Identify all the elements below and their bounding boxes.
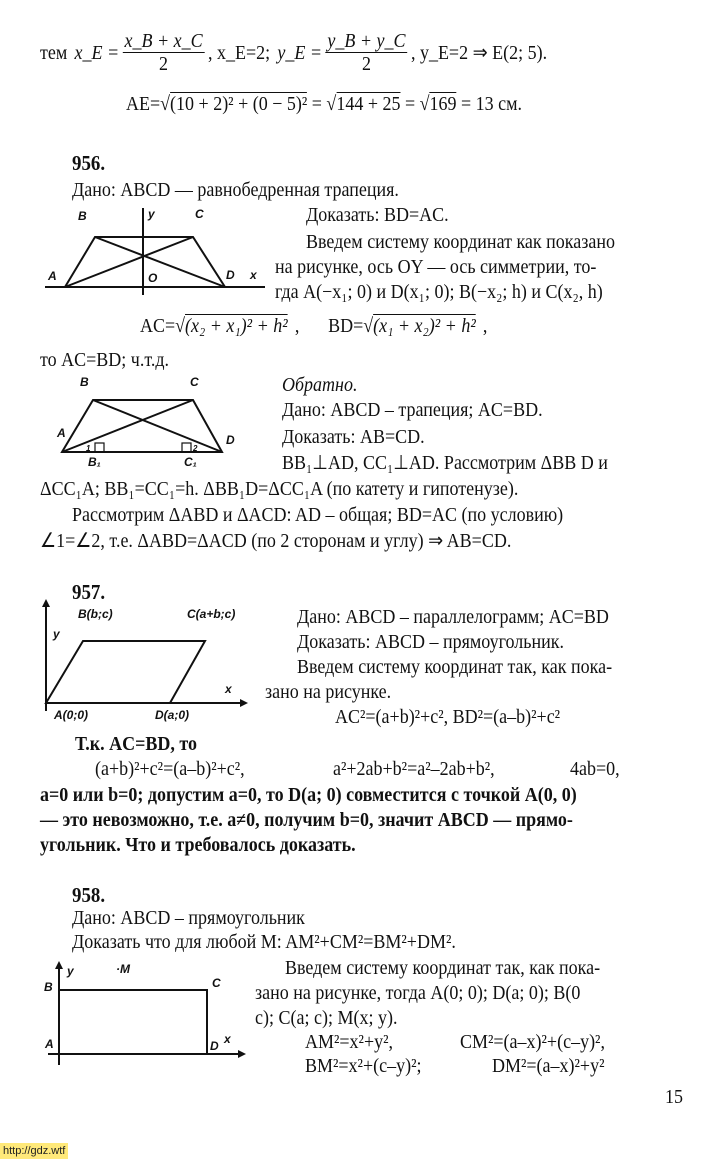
text-line: Т.к. AC=BD, то <box>75 733 197 755</box>
formula: CM²=(a–x)²+(c–y)², <box>460 1031 605 1053</box>
radicand: (10 + 2)² + (0 − 5)² <box>170 93 308 115</box>
label: C <box>212 976 221 990</box>
label: A <box>57 426 66 440</box>
formula-part: , <box>294 314 300 337</box>
text-line: Дано: ABCD – трапеция; AC=BD. <box>282 399 543 421</box>
label: A(0;0) <box>54 708 89 722</box>
formula: BM²=x²+(c–y)²; <box>305 1055 422 1077</box>
radicand: (x₂ + x₁)² + h² <box>185 315 288 337</box>
y-arrow-icon <box>42 599 50 607</box>
text-line: — это невозможно, т.е. a≠0, получим b=0, значит ABCD — прямо- <box>40 809 573 831</box>
text-line: на рисунке, ось OY — ось симметрии, то- <box>275 256 597 278</box>
label: y <box>148 207 155 221</box>
text-line: ∠1=∠2, т.е. ΔABD=ΔACD (по 2 сторонам и углу) ⇒ AB=CD. <box>40 530 512 552</box>
radicand: (x₁ + x₂)² + h² <box>373 315 476 337</box>
text-line: Рассмотрим ΔABD и ΔACD: AD – общая; BD=AC (по условию) <box>72 504 564 526</box>
formula: AM²=x²+y², <box>305 1031 394 1053</box>
text-line: c); C(a; c); M(x; y). <box>255 1007 398 1029</box>
x-arrow-icon <box>240 699 248 707</box>
text-line: a=0 или b=0; допустим a=0, то D(a; 0) совместится с точкой A(0, 0) <box>40 784 577 806</box>
formula-part: , <box>482 314 488 337</box>
text-line: зано на рисунке, тогда A(0; 0); D(a; 0); B(0 <box>255 982 581 1004</box>
text-line: Введем систему координат как показано <box>306 231 615 253</box>
text-line: Доказать: ABCD – прямоугольник. <box>297 631 564 653</box>
formula-ac-bd <box>140 314 487 337</box>
text-line: Обратно. <box>282 374 358 396</box>
text-line: Доказать что для любой M: AM²+CM²=BM²+DM². <box>72 931 456 953</box>
formula-part: = <box>404 93 416 115</box>
text-line: зано на рисунке. <box>265 681 392 703</box>
problem-number: 957. <box>72 580 106 604</box>
radical-sign: √ <box>363 314 374 337</box>
formula-part: = 13 см. <box>461 93 523 115</box>
text-line: ΔCC₁A; BB₁=CC₁=h. ΔBB₁D=ΔCC₁A (по катету и гипотенузе). <box>40 478 519 500</box>
label: O <box>148 271 158 285</box>
label: C <box>195 207 204 221</box>
label: C₁ <box>184 455 197 469</box>
formula-part: y_E = <box>277 41 323 64</box>
rectangle-figure <box>40 963 255 1073</box>
denominator: 2 <box>159 53 169 75</box>
label: D <box>226 268 235 282</box>
text-line: Введем систему координат так, как пока- <box>297 656 613 678</box>
isosceles-trapezoid-figure <box>40 200 270 295</box>
text-line: Дано: ABCD – прямоугольник <box>72 907 305 929</box>
label: D(a;0) <box>155 708 190 722</box>
text-line: Доказать: BD=AC. <box>306 204 449 226</box>
text-line: Доказать: AB=CD. <box>282 426 425 448</box>
rectangle <box>59 990 207 1054</box>
text-line: то AC=BD; ч.т.д. <box>40 349 170 371</box>
parallelogram <box>46 641 205 703</box>
y-arrow-icon <box>55 961 63 969</box>
label: ·M <box>116 962 130 976</box>
label: B(b;c) <box>78 607 113 621</box>
formula-part: BD= <box>328 314 364 337</box>
label: D <box>226 433 235 447</box>
diagonal-ac <box>62 400 193 452</box>
formula: DM²=(a–x)²+y² <box>492 1055 605 1077</box>
denominator: 2 <box>361 53 371 75</box>
page-number: 15 <box>665 1086 683 1108</box>
label: D <box>210 1039 219 1053</box>
radical-sign: √ <box>175 314 186 337</box>
numerator: y_B + y_C <box>327 30 406 52</box>
label: x <box>250 268 257 282</box>
formula: 4ab=0, <box>570 758 620 780</box>
formula-part: AC= <box>140 314 176 337</box>
text-line: Дано: ABCD – параллелограмм; AC=BD <box>297 606 609 628</box>
parallelogram-figure <box>40 603 255 723</box>
diagonal-ac <box>65 237 193 287</box>
label: x <box>225 682 232 696</box>
problem-number: 956. <box>72 151 106 175</box>
text-line: гда A(−x₁; 0) и D(x₁; 0); B(−x₂; h) и C(x₂, h) <box>275 281 603 303</box>
label: B₁ <box>88 455 101 469</box>
fraction <box>326 30 408 75</box>
label: C <box>190 375 199 389</box>
label: y <box>67 964 74 978</box>
diagonal-bd <box>95 237 225 287</box>
formula: a²+2ab+b²=a²–2ab+b², <box>333 758 495 780</box>
text-lead: тем <box>40 41 68 64</box>
label: B <box>78 209 87 223</box>
label: y <box>53 627 60 641</box>
x-arrow-icon <box>238 1050 246 1058</box>
trapezoid-converse-figure <box>40 372 240 472</box>
formula-part: x_E = <box>74 41 120 64</box>
formula-midpoint-e <box>40 30 547 75</box>
fraction <box>123 30 205 75</box>
label: A <box>45 1037 54 1051</box>
label: B <box>80 375 89 389</box>
formula-part: , x_E=2; <box>208 41 271 64</box>
formula-ae: AE=√(10 + 2)² + (0 − 5)² = √144 + 25 = √169 = 13 см. <box>126 93 523 115</box>
numerator: x_B + x_C <box>124 30 203 52</box>
label: A <box>48 269 57 283</box>
angle-label: 1 <box>86 444 91 453</box>
right-angle-mark <box>95 443 104 452</box>
formula: (a+b)²+c²=(a–b)²+c², <box>95 758 245 780</box>
text-line: Дано: ABCD — равнобедренная трапеция. <box>72 179 399 201</box>
formula-part: , y_E=2 ⇒ E(2; 5). <box>410 41 548 64</box>
problem-number: 958. <box>72 883 106 907</box>
right-angle-mark <box>182 443 191 452</box>
text-line: AC²=(a+b)²+c², BD²=(a–b)²+c² <box>335 706 561 728</box>
radicand: 169 <box>429 93 457 115</box>
radicand: 144 + 25 <box>336 93 401 115</box>
trapezoid <box>65 237 225 287</box>
diagonal-bd <box>93 400 222 452</box>
formula-part: = <box>311 93 322 115</box>
text-line: Введем систему координат так, как пока- <box>285 957 601 979</box>
label: x <box>224 1032 231 1046</box>
watermark-link[interactable]: http://gdz.wtf <box>0 1143 68 1159</box>
text-line: BB₁⊥AD, CC₁⊥AD. Рассмотрим ΔBB D и <box>282 452 608 474</box>
formula-part: AE= <box>126 93 161 115</box>
angle-label: 2 <box>193 444 198 453</box>
label: B <box>44 980 53 994</box>
text-line: угольник. Что и требовалось доказать. <box>40 834 356 856</box>
label: C(a+b;c) <box>187 607 236 621</box>
